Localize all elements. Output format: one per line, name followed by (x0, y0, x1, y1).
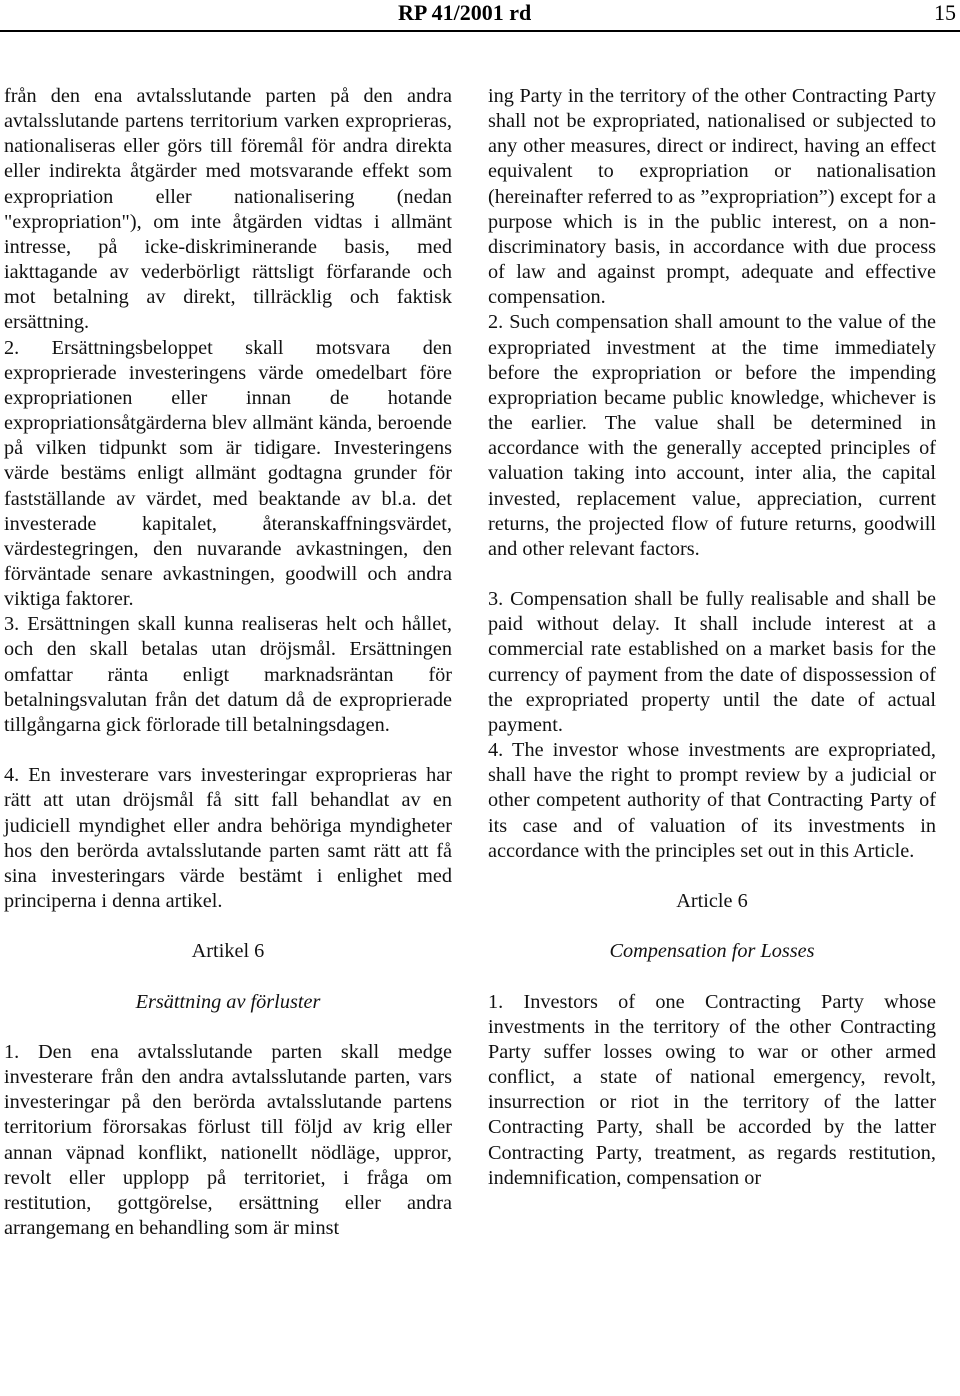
header-divider (0, 30, 960, 32)
spacer (4, 914, 452, 939)
right-paragraph-2: 2. Such compensation shall amount to the value of the expropriated investment at the time immediately before the expropriation or before the impending expropriation became public knowledge, whichever is the earlier. The value shall be determined in accordance with the generally accepted principles of valuation taking into account, inter alia, the capital invested, replacement value, appreciation, current returns, the projected flow of future returns, goodwill and other relevant factors. (488, 311, 936, 560)
swedish-column (4, 84, 452, 1241)
left-paragraph-2: 2. Ersättningsbeloppet skall motsvara den exproprierade investeringens värde omedelbart före expropriationen eller innan de hotande expropriationsåtgärderna blev allmänt kända, beroende på vilken tidpunkt som är tidigare. Investeringens värde bestäms enligt allmänt godtagna grunder för fastställande av värdet, med beaktande av bl.a. det investerade kapitalet, återanskaffningsvärdet, värdestegringen, den nuvarande avkastningen, den förväntade senare avkastningen, goodwill och andra viktiga faktorer. (4, 336, 452, 611)
right-paragraph-1: ing Party in the territory of the other Contracting Party shall not be expropriated, nationalised or subjected to any other measures, direct or indirect, having an effect equivalent to expropriation or nationalisation (hereinafter referred to as ”expropriation”) except for a purpose which is in the public interest, on a non-discriminatory basis, in accordance with due process of law and against prompt, adequate and effective compensation. (488, 85, 936, 309)
left-paragraph-5: 1. Den ena avtalsslutande parten skall medge investerare från den andra avtalsslutande parten, vars investeringar på den berörda avtalsslutande partens territorium förorsakas förlust till följd av krig eller annan väpnad konflikt, nationellt nödläge, uppror, revolt eller upplopp på territoriet, i fråga om restitution, gottgörelse, ersättning eller andra arrangemang en behandling som är minst (4, 1040, 452, 1239)
page-header (0, 0, 960, 30)
document-reference: RP 41/2001 rd (398, 0, 532, 25)
spacer (488, 914, 936, 939)
left-article-subtitle: Ersättning av förluster (135, 990, 321, 1013)
english-column (488, 84, 936, 1191)
spacer (488, 562, 936, 587)
right-article-subtitle: Compensation for Losses (609, 940, 815, 963)
spacer (4, 738, 452, 763)
right-article-title: Article 6 (676, 889, 748, 912)
left-paragraph-3: 3. Ersättningen skall kunna realiseras helt och hållet, och den skall betalas utan dröjsmål. Ersättningen omfattar ränta enligt marknadsräntan för betalningsvalutan från det datum då de exproprierade tillgångarna gick förlorade till betalningsdagen. (4, 613, 452, 736)
right-paragraph-5: 1. Investors of one Contracting Party whose investments in the territory of the other Contracting Party suffer losses owing to war or other armed conflict, a state of national emergency, revolt, insurrection or riot in the territory of the latter Contracting Party, shall be accorded by the latter Contracting Party, treatment, as regards restitution, indemnification, compensation or (488, 990, 936, 1189)
spacer (4, 1015, 452, 1040)
spacer (4, 964, 452, 989)
spacer (488, 864, 936, 889)
left-paragraph-1: från den ena avtalsslutande parten på den andra avtalsslutande partens territorium varken exproprieras, nationaliseras eller görs till föremål för andra direkta eller indirekta åtgärder med motsvarande effekt som expropriation eller nationalisering (nedan "expropriation"), om inte åtgärden vidtas i allmänt intresse, på icke-diskriminerande basis, med iakttagande av vederbörligt rättsligt förfarande och mot betalning av direkt, tillräcklig och faktisk ersättning. (4, 85, 452, 334)
left-article-title: Artikel 6 (191, 940, 265, 963)
right-paragraph-4: 4. The investor whose investments are expropriated, shall have the right to prompt review by a judicial or other competent authority of that Contracting Party of its case and of valuation of its investments in accordance with the principles set out in this Article. (488, 739, 936, 862)
left-paragraph-4: 4. En investerare vars investeringar exproprieras har rätt att utan dröjsmål få sitt fall behandlat av en judiciell myndighet eller andra behöriga myndigheter hos den berörda avtalsslutande parten samt rätt att få sina investeringars värde bestämt i enlighet med principerna i denna artikel. (4, 764, 452, 912)
spacer (488, 964, 936, 989)
page-number: 15 (934, 0, 956, 25)
right-paragraph-3: 3. Compensation shall be fully realisable and shall be paid without delay. It shall include interest at a commercial rate established on a market basis for the currency of payment from the date of dispossession of the expropriated property until the date of actual payment. (488, 588, 936, 736)
